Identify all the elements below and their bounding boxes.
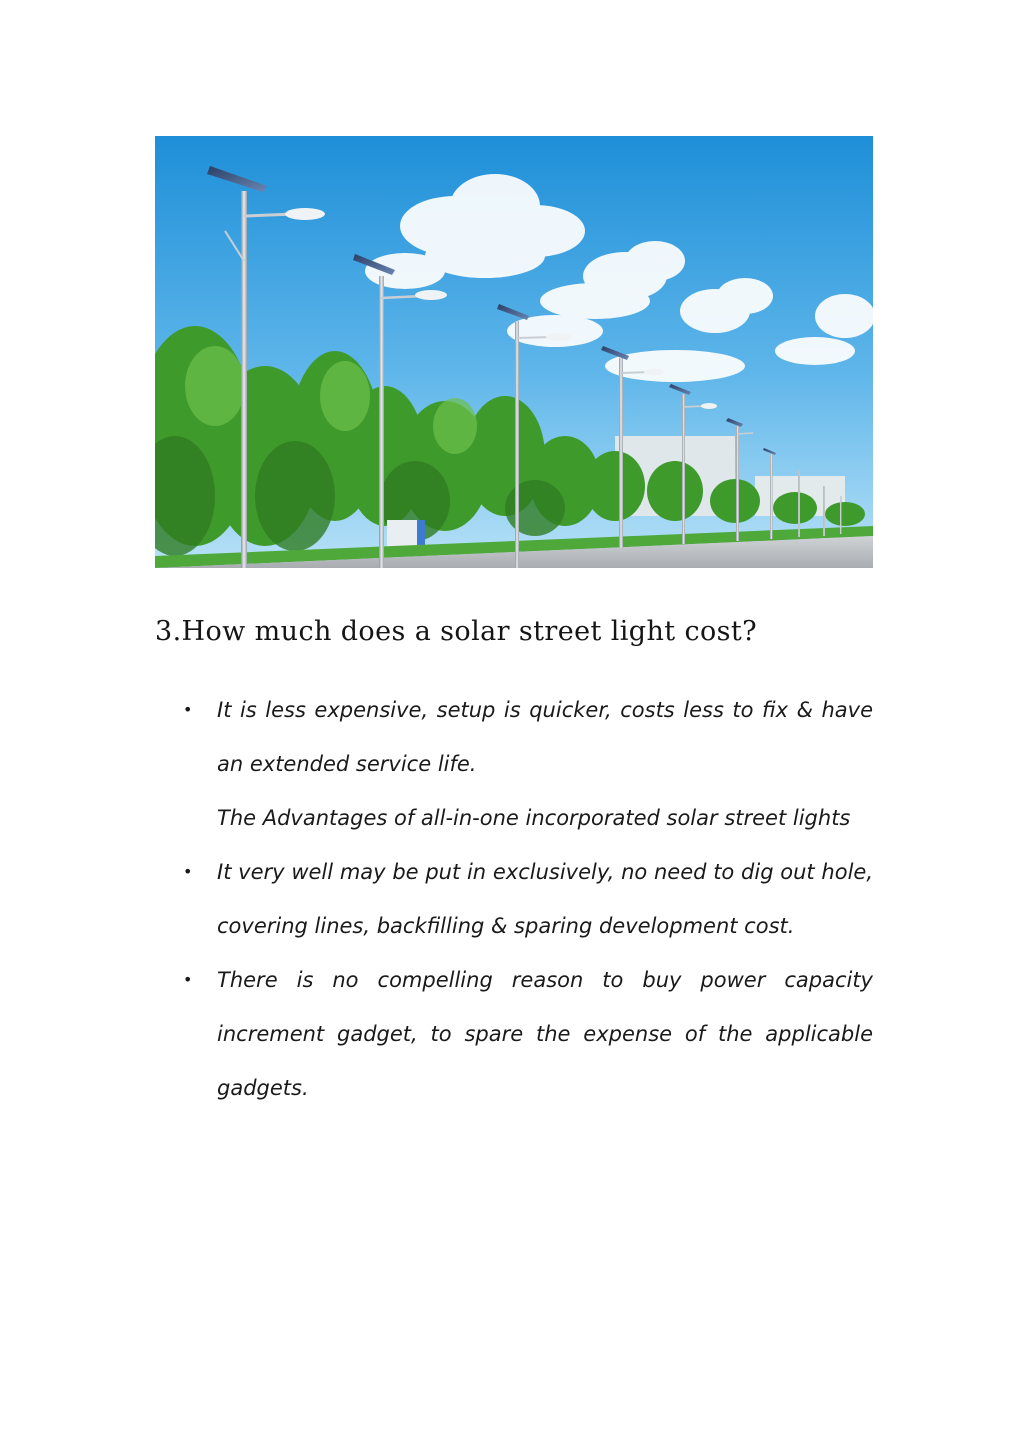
- street-scene-illustration: [155, 136, 873, 568]
- list-item-text: It very well may be put in exclusively, no need to dig out hole, covering lines, backfilling & sparing development cost.: [217, 860, 873, 938]
- list-item: [183, 953, 873, 1115]
- list-item: [183, 683, 873, 791]
- list-item-text: It is less expensive, setup is quicker, costs less to fix & have an extended service life.: [217, 698, 873, 776]
- bullet-icon: •: [183, 970, 193, 989]
- benefits-list: [183, 683, 873, 1115]
- bullet-icon: •: [183, 862, 193, 881]
- list-item-text: There is no compelling reason to buy power capacity increment gadget, to spare the expense of the applicable gadgets.: [217, 968, 873, 1100]
- bullet-icon: •: [183, 700, 193, 719]
- section-heading: 3.How much does a solar street light cost?: [155, 616, 758, 647]
- advantages-subheading: The Advantages of all-in-one incorporated solar street lights: [217, 806, 851, 830]
- solar-street-light-photo: [155, 136, 873, 568]
- list-item: [183, 845, 873, 953]
